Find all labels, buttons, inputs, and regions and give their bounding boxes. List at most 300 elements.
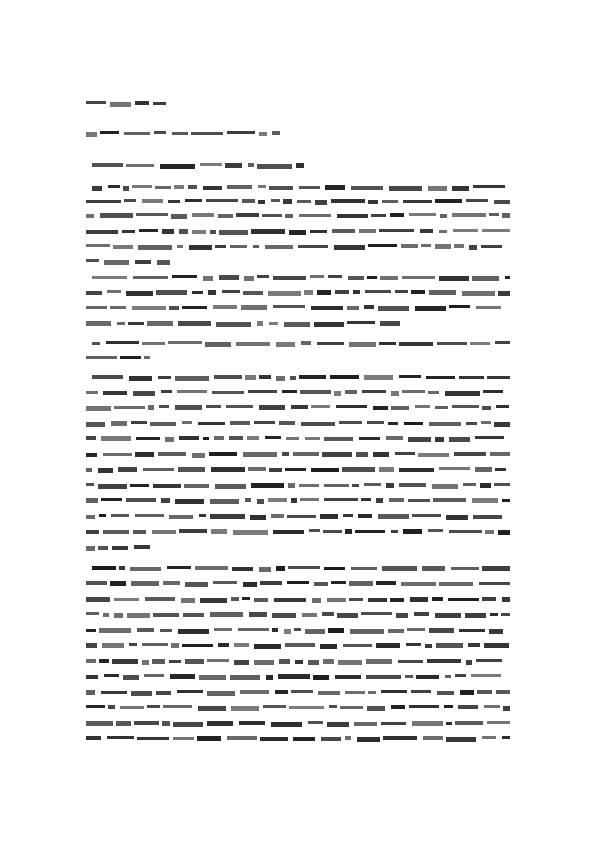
text-word: [455, 721, 483, 725]
text-word: [118, 467, 137, 472]
text-word: [475, 436, 504, 439]
text-word: [268, 291, 301, 296]
text-word: [112, 659, 138, 664]
text-word: [203, 186, 222, 190]
text-word: [169, 660, 181, 663]
text-word: [192, 291, 203, 294]
text-word: [86, 214, 94, 218]
text-word: [236, 213, 259, 217]
text-word: [288, 483, 295, 488]
text-word: [135, 260, 151, 264]
text-word: [86, 101, 106, 104]
text-word: [157, 260, 170, 265]
text-word: [494, 483, 510, 486]
text-word: [211, 467, 245, 472]
text-word: [218, 643, 229, 647]
text-word: [308, 721, 323, 724]
text-line: [86, 596, 510, 602]
text-word: [291, 498, 297, 503]
text-word: [142, 660, 149, 665]
text-word: [336, 405, 367, 408]
text-word: [294, 628, 301, 631]
text-word: [218, 214, 233, 218]
text-word: [367, 276, 377, 279]
text-word: [135, 452, 154, 457]
text-word: [293, 737, 315, 741]
text-word: [158, 452, 186, 456]
text-word: [423, 736, 443, 740]
text-word: [432, 597, 443, 601]
text-word: [184, 484, 209, 488]
text-word: [487, 376, 510, 379]
text-word: [209, 452, 237, 456]
text-word: [452, 186, 469, 191]
text-line: [86, 497, 510, 503]
text-word: [300, 498, 319, 501]
text-word: [137, 737, 169, 740]
text-word: [310, 275, 324, 278]
text-word: [254, 421, 275, 424]
text-word: [502, 213, 510, 218]
text-word: [463, 483, 476, 486]
text-word: [425, 644, 432, 648]
text-word: [446, 515, 468, 520]
text-word: [273, 530, 304, 534]
text-word: [301, 422, 335, 426]
text-word: [359, 229, 376, 233]
text-word: [502, 499, 510, 502]
text-word: [439, 582, 473, 586]
text-word: [368, 200, 378, 204]
text-word: [382, 200, 398, 203]
text-word: [98, 546, 108, 550]
text-word: [219, 230, 248, 235]
text-word: [480, 483, 491, 488]
text-word: [498, 530, 510, 535]
text-word: [160, 629, 172, 632]
text-word: [120, 706, 144, 709]
text-word: [177, 245, 183, 248]
text-word: [158, 376, 171, 379]
text-word: [310, 230, 327, 233]
text-word: [449, 305, 470, 308]
text-word: [185, 659, 204, 664]
text-word: [169, 306, 179, 310]
text-word: [92, 276, 127, 279]
text-word: [471, 674, 501, 677]
text-word: [257, 321, 263, 326]
text-word: [324, 498, 358, 501]
text-word: [178, 321, 211, 326]
text-line: [86, 100, 172, 106]
text-word: [378, 514, 409, 519]
text-word: [327, 722, 349, 727]
text-word: [284, 629, 291, 634]
text-word: [253, 245, 259, 248]
text-word: [136, 213, 168, 216]
text-word: [101, 436, 131, 441]
text-word: [172, 132, 188, 135]
text-word: [285, 643, 315, 647]
text-word: [174, 185, 184, 189]
text-word: [368, 598, 387, 602]
text-line: [86, 658, 510, 664]
text-word: [276, 566, 285, 571]
text-word: [191, 132, 223, 135]
text-word: [152, 659, 165, 664]
text-word: [251, 483, 284, 488]
text-word: [323, 659, 334, 664]
text-word: [171, 643, 179, 648]
text-word: [243, 291, 263, 295]
text-word: [283, 199, 292, 204]
text-line: [86, 243, 510, 249]
text-word: [477, 690, 492, 694]
text-word: [168, 200, 180, 203]
text-word: [352, 484, 359, 487]
text-word: [142, 342, 165, 345]
text-word: [117, 322, 125, 325]
text-word: [271, 514, 284, 518]
text-word: [132, 306, 166, 310]
text-word: [300, 390, 331, 394]
text-word: [211, 529, 227, 534]
text-word: [86, 705, 105, 708]
text-word: [388, 629, 404, 633]
text-word: [185, 582, 208, 587]
text-word: [215, 484, 246, 489]
text-word: [103, 391, 127, 395]
text-word: [289, 706, 324, 709]
text-word: [366, 659, 392, 664]
text-word: [288, 566, 320, 569]
text-word: [342, 467, 375, 472]
text-word: [234, 643, 249, 647]
text-word: [265, 245, 293, 249]
text-word: [433, 498, 466, 502]
text-word: [465, 613, 486, 618]
text-word: [476, 306, 501, 309]
text-word: [334, 391, 341, 396]
text-word: [243, 582, 257, 587]
text-word: [445, 391, 480, 396]
text-word: [364, 305, 374, 309]
text-word: [373, 452, 389, 457]
text-word: [230, 245, 247, 248]
text-word: [210, 514, 245, 519]
text-word: [143, 468, 174, 471]
text-word: [459, 376, 484, 379]
text-word: [206, 405, 221, 408]
text-word: [386, 483, 394, 488]
text-word: [350, 629, 384, 634]
text-word: [323, 530, 342, 533]
text-word: [290, 376, 296, 380]
text-word: [320, 644, 337, 649]
text-word: [334, 245, 365, 250]
text-word: [163, 705, 192, 708]
text-word: [367, 706, 385, 711]
text-word: [282, 452, 289, 456]
text-word: [101, 691, 127, 694]
text-word: [250, 515, 266, 520]
text-word: [163, 581, 180, 585]
text-word: [178, 467, 205, 472]
text-word: [449, 530, 482, 533]
text-word: [152, 530, 176, 534]
text-word: [391, 705, 405, 709]
text-word: [435, 406, 448, 409]
text-word: [382, 566, 417, 571]
text-word: [98, 468, 113, 473]
text-word: [284, 322, 310, 327]
text-word: [482, 736, 496, 739]
text-word: [468, 643, 480, 647]
text-word: [340, 706, 363, 709]
text-word: [189, 245, 212, 250]
text-word: [327, 598, 346, 602]
text-word: [213, 305, 237, 309]
text-word: [395, 452, 415, 455]
text-word: [314, 582, 328, 586]
text-word: [330, 375, 359, 379]
text-word: [412, 721, 443, 726]
text-word: [263, 705, 286, 708]
text-word: [274, 598, 306, 602]
text-word: [404, 422, 423, 425]
text-word: [403, 200, 432, 203]
text-word: [328, 275, 342, 278]
text-word: [329, 705, 337, 708]
text-word: [86, 200, 121, 203]
text-word: [328, 628, 344, 633]
text-word: [489, 213, 499, 216]
text-word: [104, 260, 129, 265]
text-word: [206, 199, 238, 202]
text-word: [86, 690, 95, 695]
text-word: [144, 356, 150, 359]
text-word: [86, 581, 107, 585]
text-word: [86, 643, 97, 648]
text-word: [153, 102, 166, 105]
text-word: [107, 736, 134, 739]
text-word: [259, 375, 271, 379]
text-word: [401, 244, 418, 248]
text-word: [251, 229, 285, 234]
text-word: [86, 356, 117, 359]
text-word: [262, 214, 282, 217]
text-word: [198, 422, 225, 425]
text-word: [289, 230, 306, 235]
text-word: [454, 452, 486, 456]
text-word: [269, 468, 282, 472]
text-word: [167, 566, 191, 569]
text-word: [86, 629, 96, 632]
text-word: [390, 598, 404, 602]
text-word: [357, 737, 380, 742]
text-word: [428, 391, 439, 394]
text-word: [347, 321, 375, 324]
text-word: [502, 597, 510, 602]
text-word: [203, 437, 209, 440]
text-word: [144, 674, 164, 677]
text-word: [285, 468, 306, 471]
text-word: [426, 376, 455, 379]
text-word: [226, 405, 253, 408]
text-word: [239, 721, 265, 725]
text-word: [171, 214, 187, 219]
text-word: [254, 598, 268, 602]
text-word: [173, 737, 194, 740]
text-word: [416, 675, 439, 679]
text-word: [126, 498, 156, 502]
text-word: [399, 375, 421, 378]
text-word: [345, 529, 352, 534]
text-line: [86, 720, 510, 726]
text-word: [338, 660, 362, 665]
text-word: [177, 690, 203, 693]
text-word: [299, 186, 320, 189]
text-word: [459, 629, 485, 632]
text-word: [269, 186, 293, 190]
text-word: [489, 629, 503, 634]
text-word: [155, 186, 171, 189]
text-word: [390, 213, 404, 217]
text-word: [145, 597, 175, 601]
text-word: [160, 164, 195, 169]
text-word: [503, 706, 510, 711]
text-word: [133, 530, 146, 534]
text-word: [291, 690, 313, 693]
text-word: [273, 305, 305, 308]
text-word: [214, 436, 224, 440]
text-word: [110, 581, 126, 586]
text-word: [110, 306, 126, 309]
text-word: [86, 436, 96, 440]
text-word: [219, 275, 239, 280]
text-word: [86, 498, 98, 503]
text-word: [279, 421, 295, 425]
text-word: [133, 391, 155, 396]
text-word: [391, 391, 399, 396]
text-word: [100, 131, 119, 134]
text-line: [86, 420, 510, 426]
text-word: [435, 199, 462, 203]
text-word: [402, 276, 435, 279]
text-word: [320, 514, 338, 519]
text-word: [446, 737, 476, 742]
text-word: [181, 598, 195, 603]
text-word: [114, 406, 145, 409]
text-word: [408, 499, 430, 502]
text-word: [325, 185, 345, 190]
text-word: [185, 199, 202, 202]
text-word: [245, 498, 251, 502]
text-word: [175, 499, 204, 504]
text-word: [127, 613, 150, 618]
text-word: [494, 200, 510, 204]
text-word: [484, 705, 500, 708]
text-word: [199, 675, 226, 680]
text-word: [207, 721, 233, 726]
text-word: [212, 391, 244, 394]
text-word: [86, 132, 97, 137]
text-word: [134, 721, 159, 725]
text-word: [172, 275, 197, 278]
text-word: [177, 390, 207, 393]
text-word: [410, 597, 428, 602]
text-word: [123, 675, 139, 680]
text-word: [126, 164, 154, 167]
text-word: [108, 705, 115, 709]
text-word: [302, 613, 317, 617]
text-line: [86, 274, 510, 280]
text-word: [130, 484, 149, 487]
text-word: [241, 305, 267, 310]
text-word: [381, 690, 407, 693]
text-word: [482, 229, 510, 232]
text-word: [496, 405, 509, 408]
text-word: [315, 200, 327, 205]
text-word: [112, 546, 128, 550]
text-word: [110, 102, 131, 107]
text-word: [487, 721, 510, 724]
text-line: [86, 258, 170, 264]
text-word: [134, 545, 150, 549]
text-word: [276, 376, 285, 381]
text-word: [391, 530, 398, 533]
text-word: [198, 706, 226, 711]
text-word: [242, 199, 255, 203]
text-word: [162, 229, 174, 234]
text-word: [86, 230, 118, 234]
text-word: [142, 643, 168, 646]
text-word: [99, 514, 106, 517]
text-word: [446, 722, 452, 725]
text-word: [476, 659, 502, 662]
text-word: [213, 581, 237, 584]
text-word: [192, 230, 206, 234]
text-word: [269, 322, 278, 325]
text-word: [278, 674, 310, 679]
text-word: [248, 467, 266, 471]
text-word: [343, 644, 372, 647]
text-word: [381, 722, 406, 725]
text-word: [103, 530, 129, 534]
text-word: [135, 514, 164, 517]
text-word: [324, 567, 345, 570]
text-word: [299, 484, 319, 487]
text-word: [179, 436, 199, 440]
text-word: [415, 405, 430, 408]
text-word: [86, 483, 94, 486]
text-word: [114, 613, 123, 618]
text-word: [396, 613, 408, 618]
text-word: [287, 515, 316, 518]
text-word: [245, 375, 256, 380]
text-word: [86, 306, 107, 309]
text-word: [398, 660, 423, 663]
text-word: [247, 436, 259, 440]
text-word: [161, 498, 170, 503]
text-word: [175, 405, 202, 410]
text-word: [299, 375, 326, 379]
text-word: [368, 244, 397, 247]
text-word: [119, 566, 125, 570]
text-word: [501, 613, 510, 616]
text-word: [276, 342, 295, 347]
text-word: [371, 214, 386, 217]
